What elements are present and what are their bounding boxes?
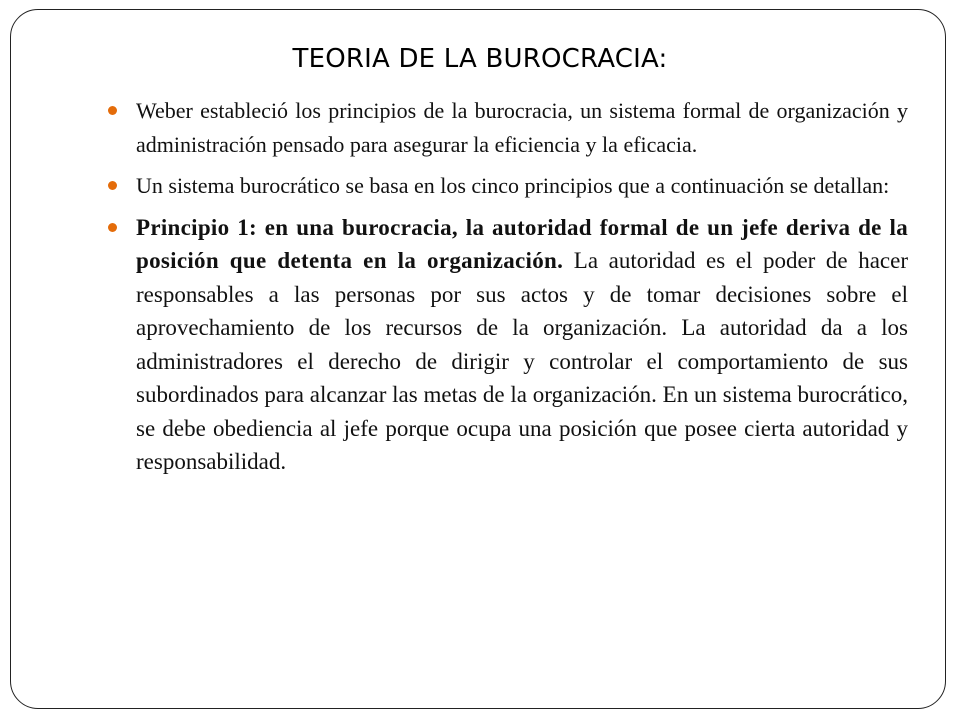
bullet-text: Weber estableció los principios de la burocracia, un sistema formal de organización y administración pensado para asegurar la eficiencia y la eficacia.	[136, 98, 908, 157]
bullet-item-1	[108, 94, 908, 161]
bullet-dot-icon	[108, 181, 117, 190]
bullet-item-3	[108, 211, 908, 479]
bullet-dot-icon	[108, 223, 117, 232]
bullet-bold-text: Principio 1: en una burocracia, la autoridad formal de un jefe deriva de la posición que detenta en la organización.	[136, 214, 908, 273]
bullet-dot-icon	[108, 106, 117, 115]
bullet-text: La autoridad es el poder de hacer responsables a las personas por sus actos y de tomar decisiones sobre el aprovechamiento de los recursos de la organización. La autoridad da a los administradores el derecho de dirigir y controlar el comportamiento de sus subordinados para alcanzar las metas de la organización. En un sistema burocrático, se debe obediencia al jefe porque ocupa una posición que posee cierta autoridad y responsabilidad.	[136, 248, 909, 474]
bullet-text: Un sistema burocrático se basa en los cinco principios que a continuación se detallan:	[136, 173, 890, 198]
slide-title: TEORIA DE LA BUROCRACIA:	[292, 44, 668, 74]
slide-content	[108, 94, 908, 487]
bullet-item-2	[108, 169, 908, 203]
